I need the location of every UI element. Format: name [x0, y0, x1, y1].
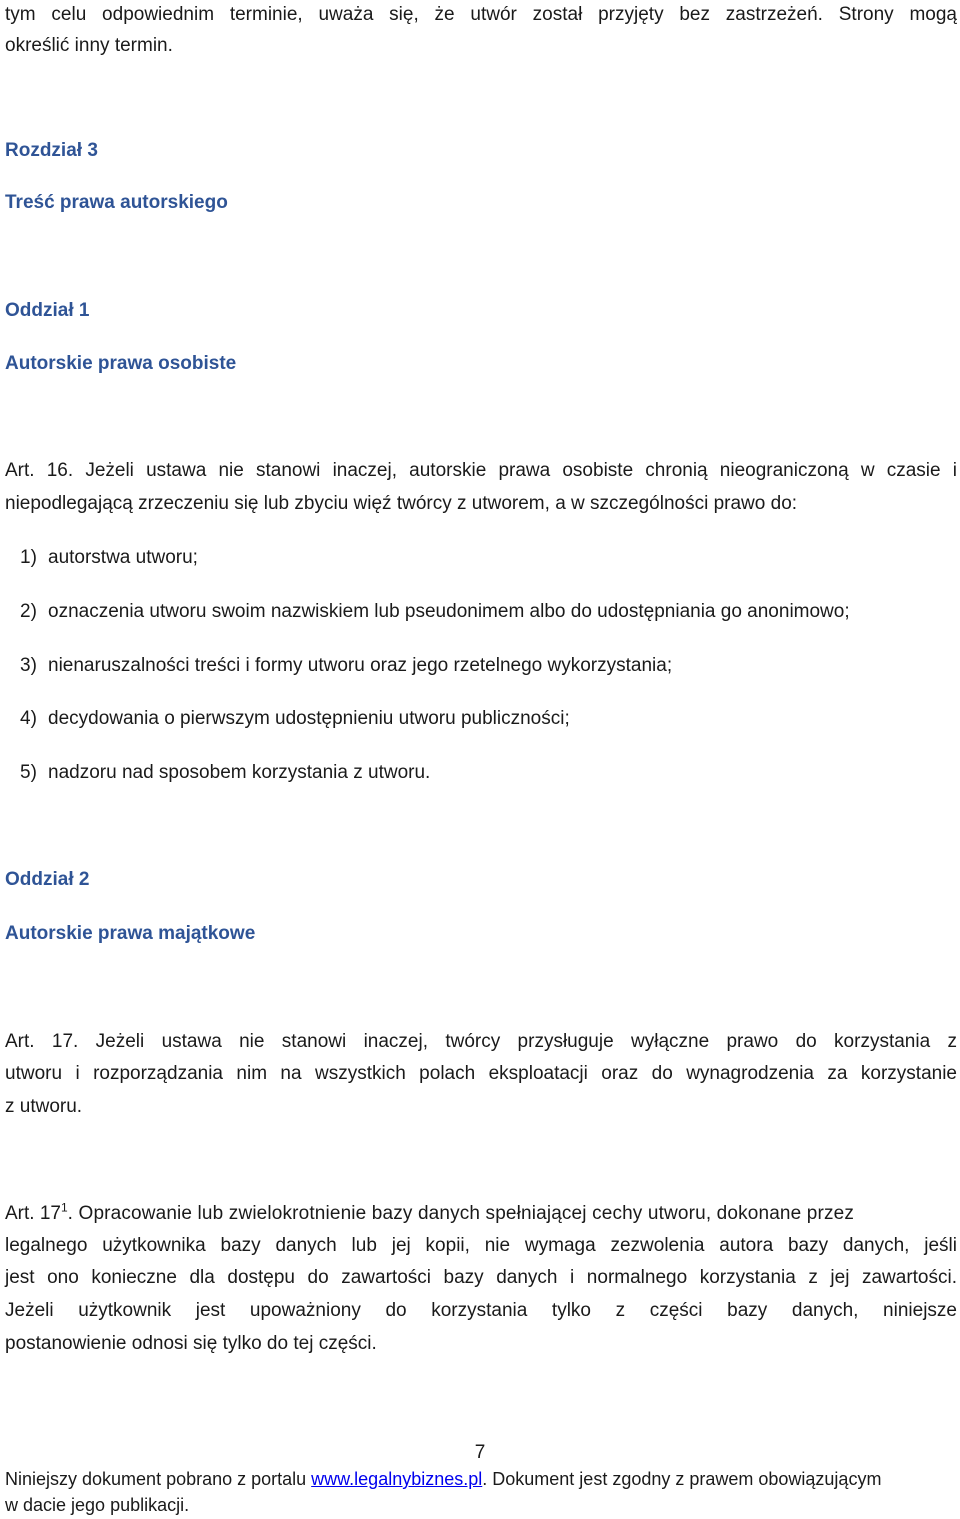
list-item-text: nienaruszalności treści i formy utworu oraz jego rzetelnego wykorzystania;	[48, 655, 673, 676]
footer-portal-link[interactable]: www.legalnybiznes.pl	[311, 1469, 483, 1489]
art17-1-line-3: jest ono konieczne dla dostępu do zawartości bazy danych i normalnego korzystania z jej zawartości.	[5, 1267, 957, 1288]
art17-line-3: z utworu.	[5, 1096, 83, 1117]
list-item-text: oznaczenia utworu swoim nazwiskiem lub pseudonimem albo do udostępniania go anonimowo;	[48, 601, 850, 622]
art17-1-line-5: postanowienie odnosi się tylko do tej części.	[5, 1333, 377, 1354]
section2-title: Autorskie prawa majątkowe	[5, 923, 256, 944]
list-item-number: 5)	[20, 762, 37, 783]
intro-line-2: określić inny termin.	[5, 35, 173, 56]
art17-1-line-1	[5, 1202, 957, 1226]
section2-label: Oddział 2	[5, 869, 90, 890]
art17-1-prefix: Art. 17	[5, 1203, 61, 1224]
section1-title: Autorskie prawa osobiste	[5, 353, 237, 374]
art17-1-line-2: legalnego użytkownika bazy danych lub jej kopii, nie wymaga zezwolenia autora bazy danych, jeśli	[5, 1235, 957, 1256]
footer-line-2: w dacie jego publikacji.	[5, 1495, 190, 1515]
footer-text-before: Niniejszy dokument pobrano z portalu	[5, 1469, 312, 1489]
intro-line-1: tym celu odpowiednim terminie, uważa się, że utwór został przyjęty bez zastrzeżeń. Strony mogą	[5, 4, 957, 25]
art16-line-1: Art. 16. Jeżeli ustawa nie stanowi inaczej, autorskie prawa osobiste chronią nieograniczoną w czasie i	[5, 460, 957, 481]
art17-line-1: Art. 17. Jeżeli ustawa nie stanowi inaczej, twórcy przysługuje wyłączne prawo do korzystania z	[5, 1031, 957, 1052]
document-page	[5, 0, 957, 1519]
list-item-number: 2)	[20, 601, 37, 622]
list-item-number: 4)	[20, 708, 37, 729]
art17-line-2: utworu i rozporządzania nim na wszystkich polach eksploatacji oraz do wynagrodzenia za korzystanie	[5, 1063, 957, 1084]
list-item	[20, 761, 430, 785]
list-item-text: nadzoru nad sposobem korzystania z utworu.	[48, 762, 431, 783]
list-item-number: 1)	[20, 547, 37, 568]
list-item	[20, 600, 850, 624]
art17-1-line-1-text: . Opracowanie lub zwielokrotnienie bazy danych spełniającej cechy utworu, dokonane przez	[67, 1203, 854, 1224]
list-item	[20, 707, 570, 731]
list-item	[20, 654, 672, 678]
list-item-text: decydowania o pierwszym udostępnieniu utworu publiczności;	[48, 708, 570, 729]
section1-label: Oddział 1	[5, 300, 90, 321]
art16-line-2: niepodlegającą zrzeczeniu się lub zbyciu więź twórcy z utworem, a w szczególności prawo do:	[5, 493, 798, 514]
chapter-label: Rozdział 3	[5, 140, 98, 161]
chapter-title: Treść prawa autorskiego	[5, 192, 228, 213]
footer-line-1	[5, 1467, 881, 1491]
list-item	[20, 546, 198, 570]
list-item-number: 3)	[20, 655, 37, 676]
art17-1-line-4: Jeżeli użytkownik jest upoważniony do korzystania tylko z części bazy danych, niniejsze	[5, 1300, 957, 1321]
list-item-text: autorstwa utworu;	[48, 547, 198, 568]
footer-text-after: . Dokument jest zgodny z prawem obowiązującym	[482, 1469, 882, 1489]
page-number: 7	[474, 1442, 486, 1463]
art17-1-superscript: 1	[60, 1200, 68, 1215]
